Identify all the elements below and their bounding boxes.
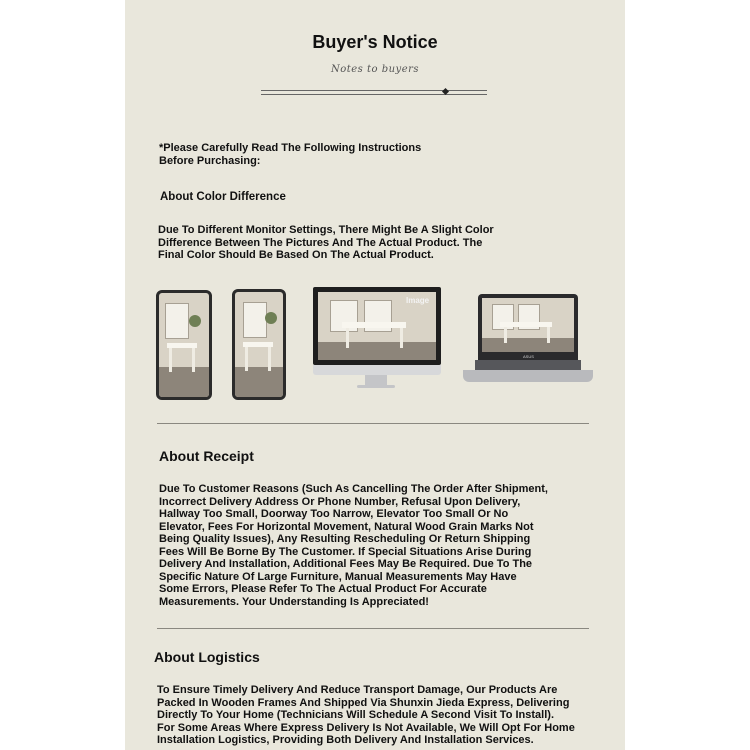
dining-room-scene [159,293,209,397]
ornament-line [261,90,487,91]
logistics-heading: About Logistics [154,649,260,665]
phone-image [232,289,286,400]
color-difference-heading: About Color Difference [160,191,286,203]
color-difference-text: Due To Different Monitor Settings, There Might Be A Slight Color Difference Between The Pictures And The Actual Product. The Final Color Should Be Based On The Actual Product. [158,224,494,261]
section-divider [157,423,589,424]
receipt-heading: About Receipt [159,448,254,464]
page-subtitle: Notes to buyers [330,64,420,75]
dining-room-scene [235,292,283,397]
laptop-brand: ASUS [523,354,534,359]
title-ornament [261,90,487,98]
notice-sheet [125,0,625,750]
laptop-image [461,294,595,384]
logistics-text: To Ensure Timely Delivery And Reduce Transport Damage, Our Products Are Packed In Wooden Frames And Shipped Via Shunxin Jieda Express, Delivering Directly To Your Home (Technicians Will Schedule A Second Visit To Install). For Some Areas Where Express Delivery Is Not Available, We Will Opt For Home Installation Logistics, Providing Both Delivery And Installation Services. [157,684,575,746]
phone-image [156,290,212,400]
image-label: Image [406,296,430,305]
section-divider [157,628,589,629]
desktop-monitor-image [313,287,443,399]
dining-room-scene [318,292,436,360]
page-title: Buyer's Notice [312,32,438,52]
ornament-line [261,94,487,95]
dining-room-scene [482,298,574,352]
purchase-instruction: *Please Carefully Read The Following Instructions Before Purchasing: [159,142,422,167]
receipt-text: Due To Customer Reasons (Such As Cancelling The Order After Shipment, Incorrect Delivery Address Or Phone Number, Refusal Upon Delivery, Hallway Too Small, Doorway Too Narrow, Elevator Too Small Or No Elevator, Fees For Horizontal Movement, Natural Wood Grain Marks Not Being Quality Issues), Any Resulting Rescheduling Or Return Shipping Fees Will Be Borne By The Customer. If Special Situations Arise During Delivery And Installation, Additional Fees May Be Required. Due To The Specific Nature Of Large Furniture, Manual Measurements May Have Some Errors, Please Refer To The Actual Product For Accurate Measurements. Your Understanding Is Appreciated! [159,483,548,608]
